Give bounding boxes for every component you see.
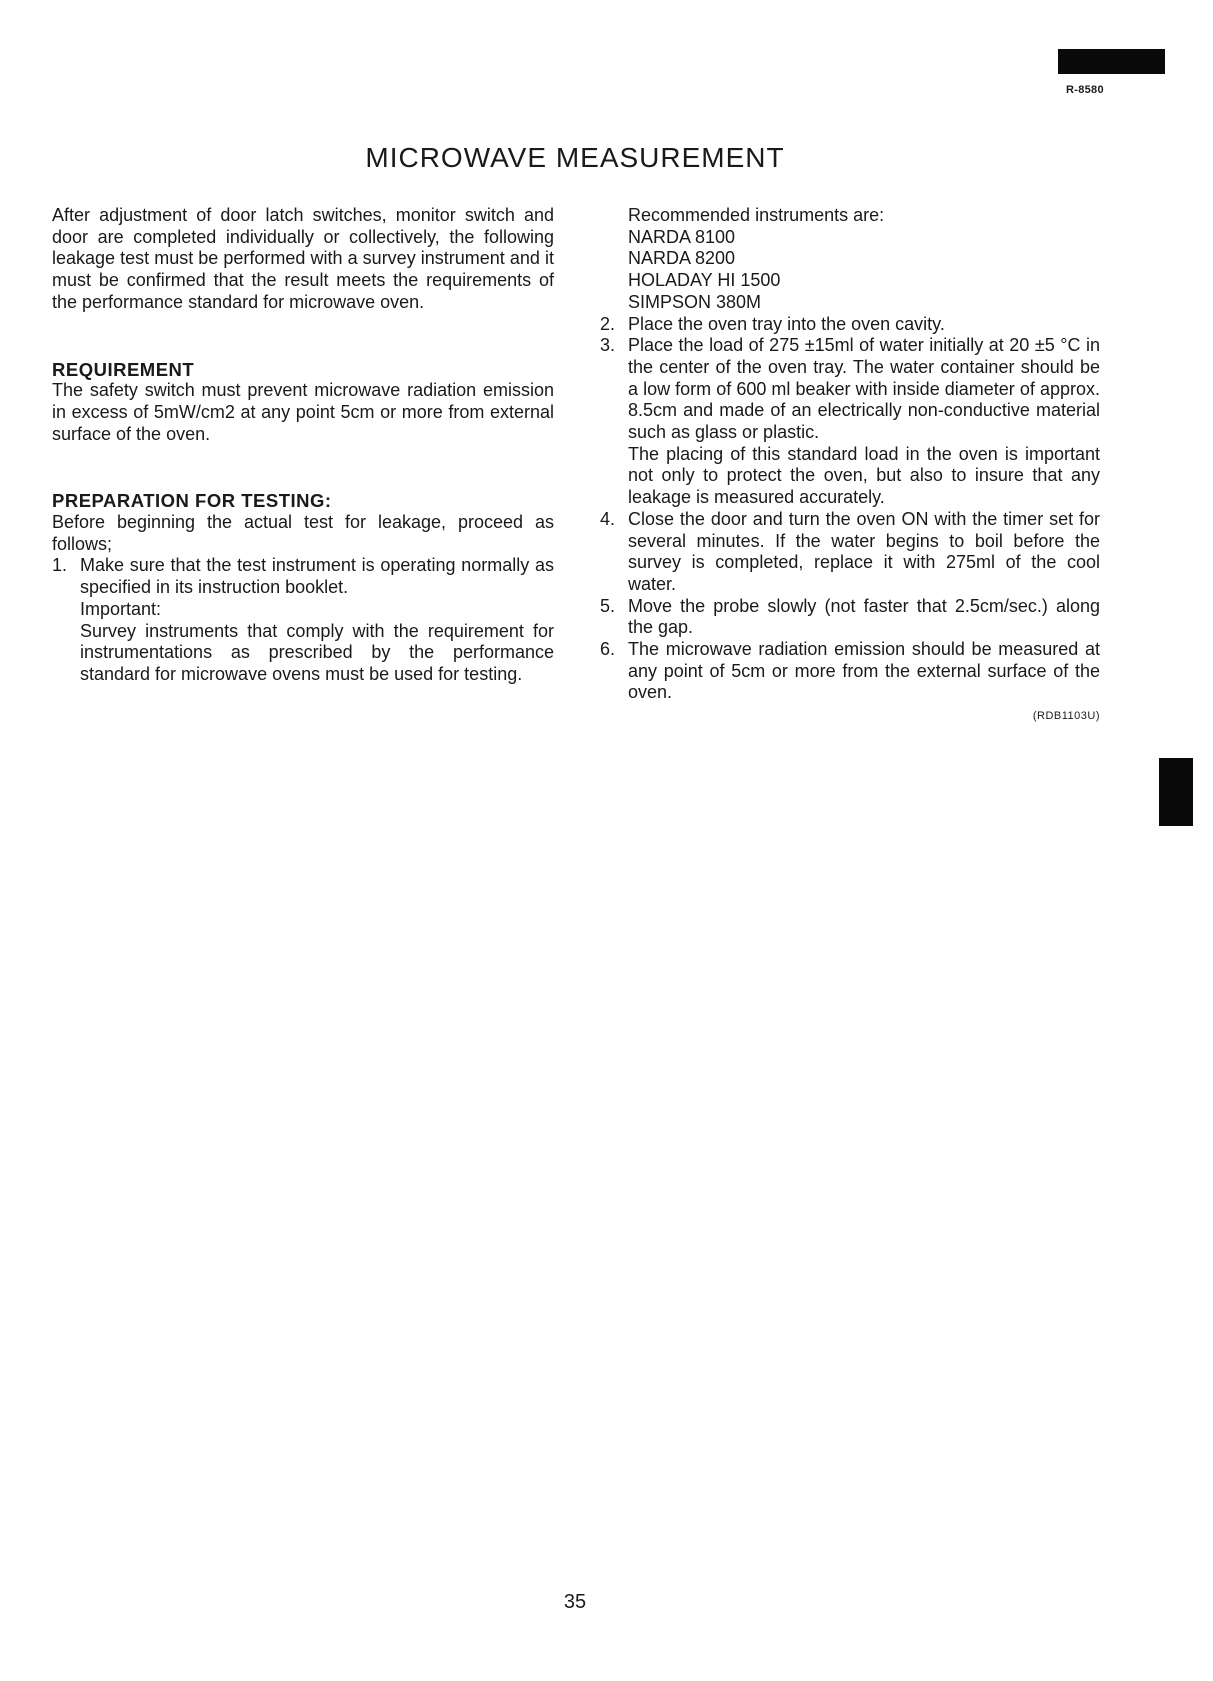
index-tab-top [1058, 49, 1165, 74]
page-title: MICROWAVE MEASUREMENT [365, 142, 785, 173]
step-4 [600, 509, 1100, 596]
requirement-text: The safety switch must prevent microwave radiation emission in excess of 5mW/cm2 at any point 5cm or more from external surface of the oven. [52, 380, 554, 444]
step-number: 3. [600, 335, 616, 356]
step-number: 6. [600, 639, 616, 660]
step-2 [600, 314, 1100, 336]
step-number: 5. [600, 595, 616, 616]
step-number: 4. [600, 508, 616, 529]
page-number: 35 [563, 1591, 587, 1613]
intro-paragraph: After adjustment of door latch switches, monitor switch and door are completed individually or collectively, the following leakage test must be performed with a survey instrument and it must be confirmed that the result meets the requirements of the performance standard for microwave oven. [52, 205, 554, 312]
instrument-item: NARDA 8100 [628, 226, 736, 247]
left-column [52, 205, 554, 686]
step-3 [600, 335, 1100, 444]
model-number: R-8580 [1066, 84, 1104, 96]
step-3-note [600, 444, 1100, 509]
step-text: Make sure that the test instrument is operating normally as specified in its instruction booklet. [80, 555, 554, 598]
requirement-heading: REQUIREMENT [52, 358, 195, 380]
step-1 [52, 555, 554, 598]
preparation-intro: Before beginning the actual test for leakage, proceed as follows; [52, 512, 554, 554]
step-text: Close the door and turn the oven ON with the timer set for several minutes. If the water begins to boil before the survey is completed, replace it with 275ml of the cool water. [628, 508, 1100, 594]
step-number: 2. [600, 313, 616, 334]
reference-code: (RDB1103U) [1032, 710, 1100, 723]
right-column [600, 205, 1100, 728]
instrument-item: HOLADAY HI 1500 [628, 270, 781, 291]
instrument-item: SIMPSON 380M [628, 291, 762, 312]
index-tab-side [1159, 758, 1193, 826]
step-text: Move the probe slowly (not faster that 2.5cm/sec.) along the gap. [628, 595, 1100, 638]
preparation-heading: PREPARATION FOR TESTING: [52, 490, 332, 512]
step-text: Place the load of 275 ±15ml of water initially at 20 ±5 °C in the center of the oven tray. The water container should be a low form of 600 ml beaker with inside diameter of approx. 8.5cm and made of an electrically non-conductive material such as glass or plastic. [628, 335, 1100, 443]
step-6 [600, 639, 1100, 704]
step-text: Place the oven tray into the oven cavity. [628, 313, 945, 334]
step-number: 1. [52, 555, 68, 576]
step-text: The microwave radiation emission should be measured at any point of 5cm or more from the external surface of the oven. [628, 639, 1100, 703]
important-text: Survey instruments that comply with the requirement for instrumentations as prescribed by the performance standard for microwave ovens must be used for testing. [80, 620, 554, 684]
step-5 [600, 596, 1100, 639]
important-label: Important: [80, 598, 162, 619]
step-number [600, 444, 628, 509]
step-text: The placing of this standard load in the oven is important not only to protect the oven, but also to insure that any leakage is measured accurately. [628, 443, 1100, 508]
recommended-label: Recommended instruments are: [628, 205, 885, 225]
instrument-item: NARDA 8200 [628, 248, 736, 269]
